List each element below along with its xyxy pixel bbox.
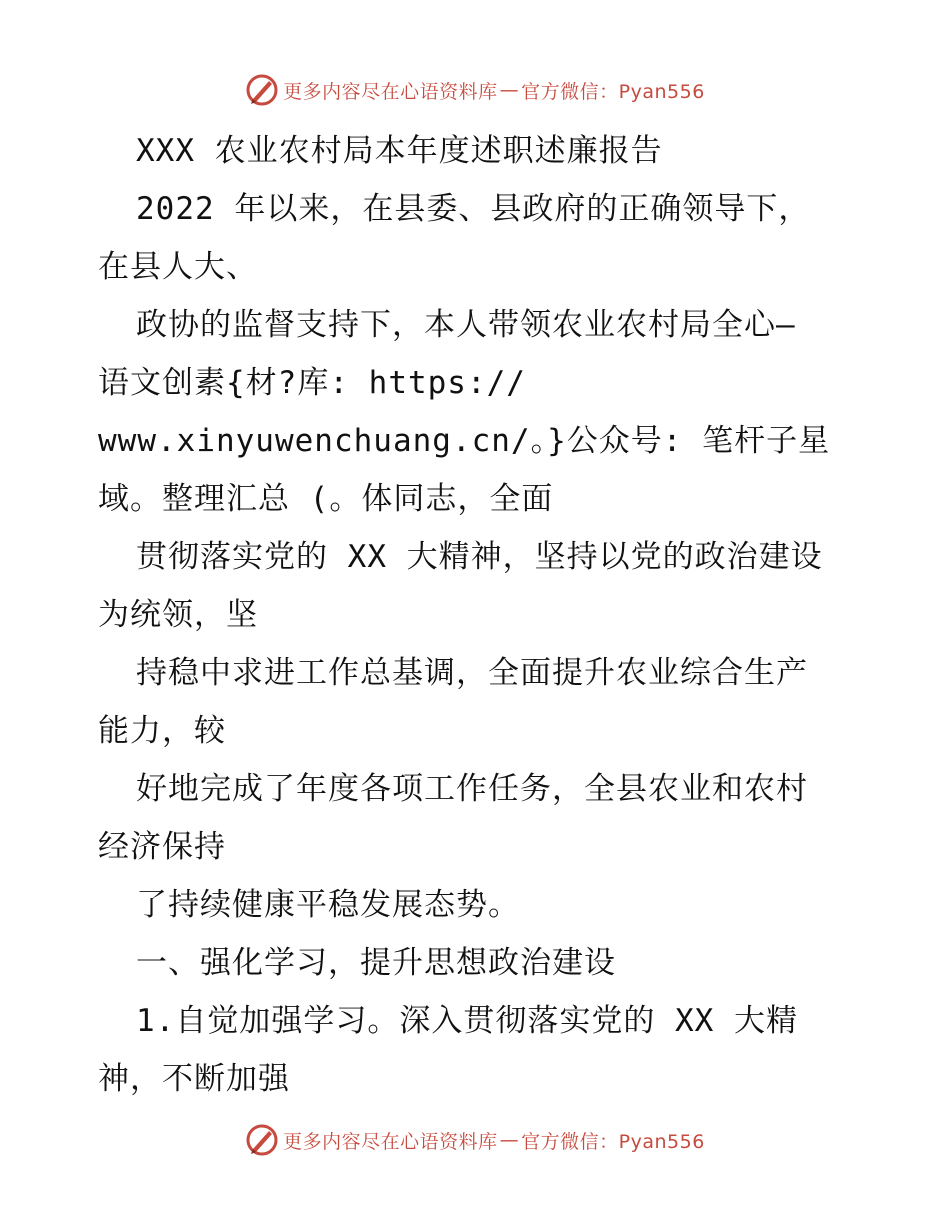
banner-text: 更多内容尽在心语资料库: [283, 1130, 498, 1153]
paragraph-line: 2022 年以来，在县委、县政府的正确领导下，: [136, 191, 811, 227]
banner-subtext: 官方微信：Pyan556: [521, 80, 705, 103]
paragraph-line: 持稳中求进工作总基调，全面提升农业综合生产: [136, 655, 808, 691]
paragraph-line: 为统领，坚: [98, 597, 258, 633]
paragraph-line: 好地完成了年度各项工作任务，全县农业和农村: [136, 771, 808, 807]
paragraph-line: 1.自觉加强学习。深入贯彻落实党的 XX 大精: [136, 1003, 798, 1039]
banner-separator: —: [499, 79, 520, 101]
banner-subtext: 官方微信：Pyan556: [521, 1130, 705, 1153]
pen-logo-icon: [245, 1123, 279, 1157]
section-heading: 一、强化学习，提升思想政治建设: [136, 945, 616, 981]
document-title: XXX 农业农村局本年度述职述廉报告: [136, 133, 663, 169]
footer-banner: [0, 1118, 950, 1162]
paragraph-line: 贯彻落实党的 XX 大精神，坚持以党的政治建设: [136, 539, 823, 575]
banner-text: 更多内容尽在心语资料库: [283, 80, 498, 103]
paragraph-line: 经济保持: [98, 829, 226, 865]
paragraph-line: 神，不断加强: [98, 1061, 290, 1097]
document-body: [98, 122, 858, 1108]
paragraph-line: 域。整理汇总 (。体同志，全面: [98, 481, 554, 517]
pen-logo-icon: [245, 73, 279, 107]
banner-separator: —: [499, 1129, 520, 1151]
paragraph-line: www.xinyuwenchuang.cn/。}公众号: 笔杆子星: [98, 423, 831, 459]
paragraph-line: 能力，较: [98, 713, 226, 749]
header-banner: [0, 68, 950, 112]
paragraph-line: 语文创素{材?库: https://: [98, 365, 526, 401]
paragraph-line: 在县人大、: [98, 249, 258, 285]
paragraph-line: 了持续健康平稳发展态势。: [136, 887, 520, 923]
paragraph-line: 政协的监督支持下，本人带领农业农村局全心—: [136, 307, 796, 343]
